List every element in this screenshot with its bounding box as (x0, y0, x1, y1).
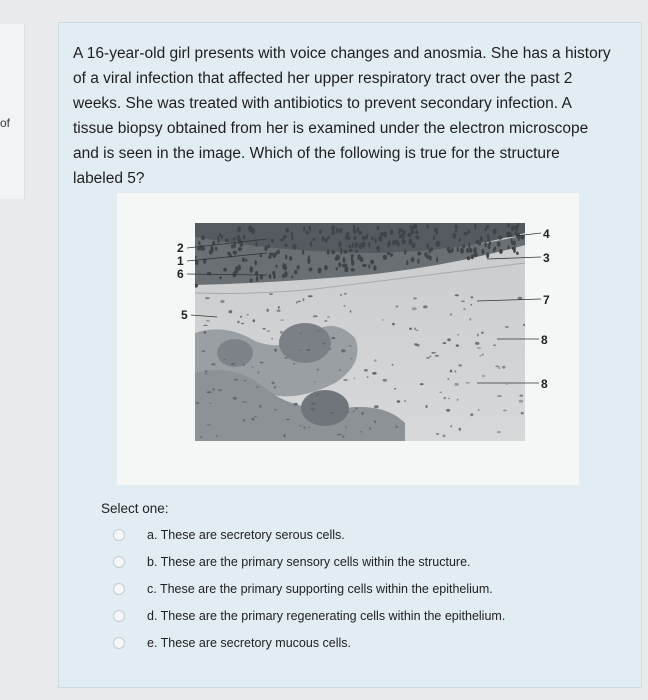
radio-option-b[interactable] (113, 556, 125, 568)
micrograph-image (195, 223, 525, 441)
option-e[interactable] (109, 629, 609, 656)
option-d[interactable] (109, 602, 609, 629)
option-e-text[interactable]: e. These are secretory mucous cells. (147, 635, 352, 650)
label-3: 3 (543, 251, 550, 265)
previous-panel-edge (0, 24, 25, 199)
option-a-text[interactable]: a. These are secretory serous cells. (147, 527, 345, 542)
option-c[interactable] (109, 575, 609, 602)
label-2: 2 (177, 241, 184, 255)
option-b[interactable] (109, 548, 609, 575)
answer-options (109, 521, 609, 656)
sidebar-fragment-text: of (0, 116, 11, 130)
label-4: 4 (543, 227, 550, 241)
label-8-lower: 8 (541, 377, 548, 391)
option-a[interactable] (109, 521, 609, 548)
select-one-label: Select one: (101, 501, 169, 516)
question-text: A 16-year-old girl presents with voice changes and anosmia. She has a history of a viral infection that affected her upper respiratory tract over the past 2 weeks. She was treated with antibiotics to prevent secondary infection. A tissue biopsy obtained from her is examined under the electron microscope and is seen in the image. Which of the following is true for the structure labeled 5? (73, 45, 611, 187)
label-8-upper: 8 (541, 333, 548, 347)
label-1: 1 (177, 254, 184, 268)
label-6: 6 (177, 267, 184, 281)
radio-option-d[interactable] (113, 610, 125, 622)
radio-option-c[interactable] (113, 583, 125, 595)
option-c-text[interactable]: c. These are the primary supporting cells within the epithelium. (147, 581, 493, 596)
question-panel (58, 22, 642, 688)
label-7: 7 (543, 293, 550, 307)
option-d-text[interactable]: d. These are the primary regenerating cells within the epithelium. (147, 608, 506, 623)
radio-option-a[interactable] (113, 529, 125, 541)
micrograph-figure (117, 193, 579, 485)
option-b-text[interactable]: b. These are the primary sensory cells within the structure. (147, 554, 471, 569)
radio-option-e[interactable] (113, 637, 125, 649)
label-5: 5 (181, 308, 188, 322)
